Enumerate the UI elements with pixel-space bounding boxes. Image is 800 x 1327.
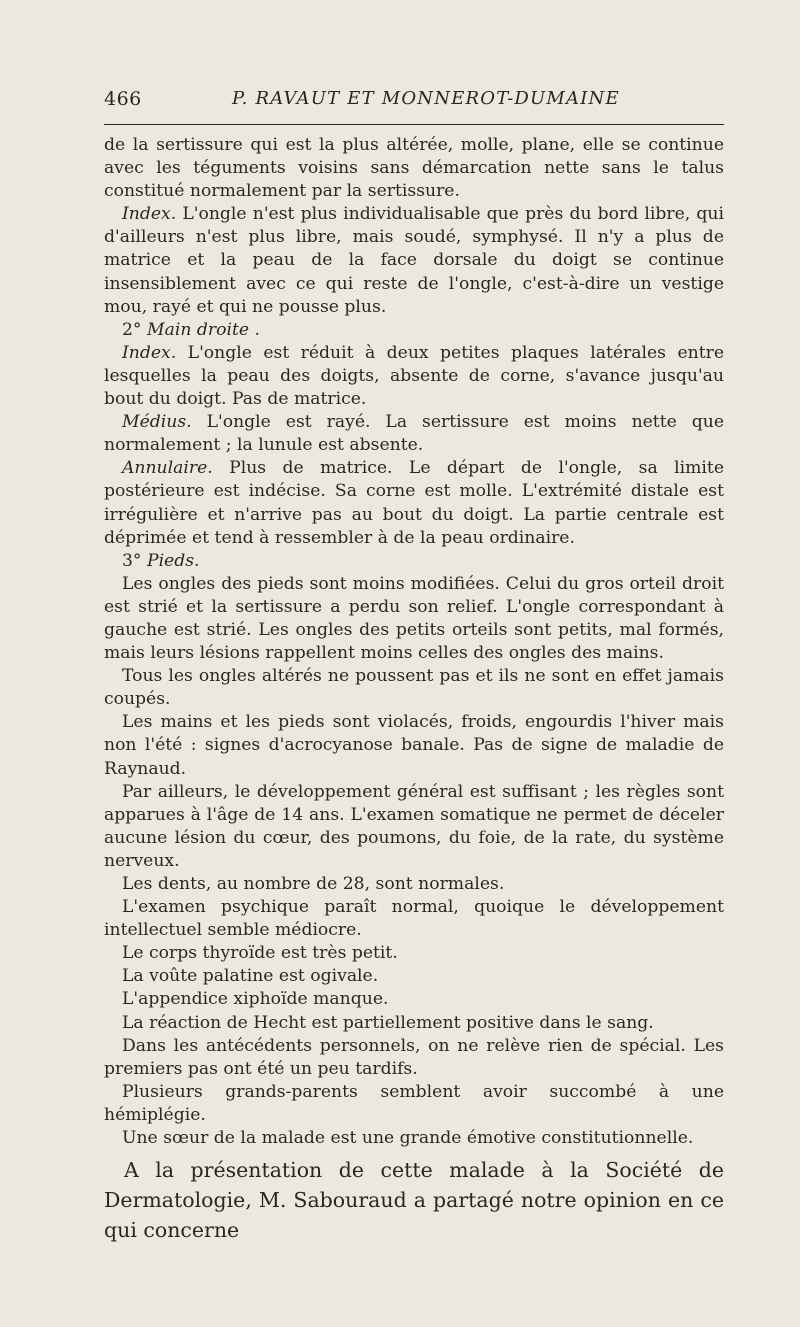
- section-heading: 2° Main droite .: [122, 319, 260, 340]
- running-title: P. RAVAUT ET MONNEROT-DUMAINE: [232, 88, 620, 109]
- section-heading-label: Pieds.: [147, 550, 200, 571]
- paragraph: Les mains et les pieds sont violacés, froids, engourdis l'hiver mais non l'été : signes d'acrocyanose banale. Pas de signe de maladie de Raynaud.: [104, 712, 724, 779]
- paragraph: Les dents, au nombre de 28, sont normales.: [122, 874, 505, 894]
- paragraph: Une sœur de la malade est une grande émotive constitutionnelle.: [122, 1128, 694, 1149]
- paragraph: Annulaire. Plus de matrice. Le départ de l'ongle, sa limite postérieure est indécise. Sa corne est molle. L'extrémité distale est irrégulière et n'arrive pas au bout du doigt. La partie centrale est déprimée et tend à ressembler à de la peau ordinaire.: [104, 458, 724, 548]
- page-number: 466: [104, 88, 142, 110]
- paragraph: Le corps thyroïde est très petit.: [122, 943, 398, 964]
- page-header: [104, 88, 724, 116]
- section-heading-label: Main droite .: [147, 319, 260, 340]
- paragraph: La réaction de Hecht est partiellement positive dans le sang.: [122, 1012, 654, 1033]
- paragraph-lead: Index.: [122, 204, 177, 225]
- paragraph: L'examen psychique paraît normal, quoique le développement intellectuel semble médiocre.: [104, 897, 724, 941]
- body-text: [104, 134, 724, 1150]
- paragraph: Dans les antécédents personnels, on ne relève rien de spécial. Les premiers pas ont été un peu tardifs.: [104, 1035, 724, 1079]
- paragraph: L'appendice xiphoïde manque.: [122, 989, 389, 1010]
- paragraph: Les ongles des pieds sont moins modifiées. Celui du gros orteil droit est strié et la sertissure a perdu son relief. L'ongle correspondant à gauche est strié. Les ongles des petits orteils sont petits, mal formés, mais leurs lésions rappellent moins celles des ongles des mains.: [104, 573, 724, 664]
- paragraph: Médius. L'ongle est rayé. La sertissure est moins nette que normalement ; la lunule est absente.: [104, 412, 724, 456]
- paragraph: Par ailleurs, le développement général est suffisant ; les règles sont apparues à l'âge de 14 ans. L'examen somatique ne permet de déceler aucune lésion du cœur, des poumons, du foie, de la rate, du système nerveux.: [104, 781, 724, 871]
- paragraph: Tous les ongles altérés ne poussent pas et ils ne sont en effet jamais coupés.: [104, 666, 724, 710]
- paragraph: La voûte palatine est ogivale.: [122, 966, 379, 987]
- section-heading: 3° Pieds.: [122, 550, 200, 571]
- paragraph: Index. L'ongle n'est plus individualisable que près du bord libre, qui d'ailleurs n'est plus libre, mais soudé, symphysé. Il n'y a plus de matrice et la peau de la face dorsale du doigt se continue insensiblement avec ce qui reste de l'ongle, c'est-à-dire un vestige mou, rayé et qui ne pousse plus.: [104, 204, 724, 317]
- paragraph: de la sertissure qui est la plus altérée, molle, plane, elle se continue avec les téguments voisins sans démarcation nette sans le talus constitué normalement par la sertissure.: [104, 135, 724, 202]
- paragraph: Index. L'ongle est réduit à deux petites plaques latérales entre lesquelles la peau des doigts, absente de corne, s'avance jusqu'au bout du doigt. Pas de matrice.: [104, 342, 724, 410]
- paragraph-lead: Annulaire.: [122, 458, 213, 479]
- header-rule: [104, 124, 724, 125]
- paragraph: Plusieurs grands-parents semblent avoir succombé à une hémiplégie.: [104, 1081, 724, 1125]
- main-text-resumed: [104, 1155, 724, 1245]
- paragraph: A la présentation de cette malade à la Société de Dermatologie, M. Sabouraud a partagé notre opinion en ce qui concerne: [104, 1158, 724, 1242]
- paragraph-lead: Index.: [122, 342, 177, 363]
- paragraph-lead: Médius.: [122, 412, 192, 433]
